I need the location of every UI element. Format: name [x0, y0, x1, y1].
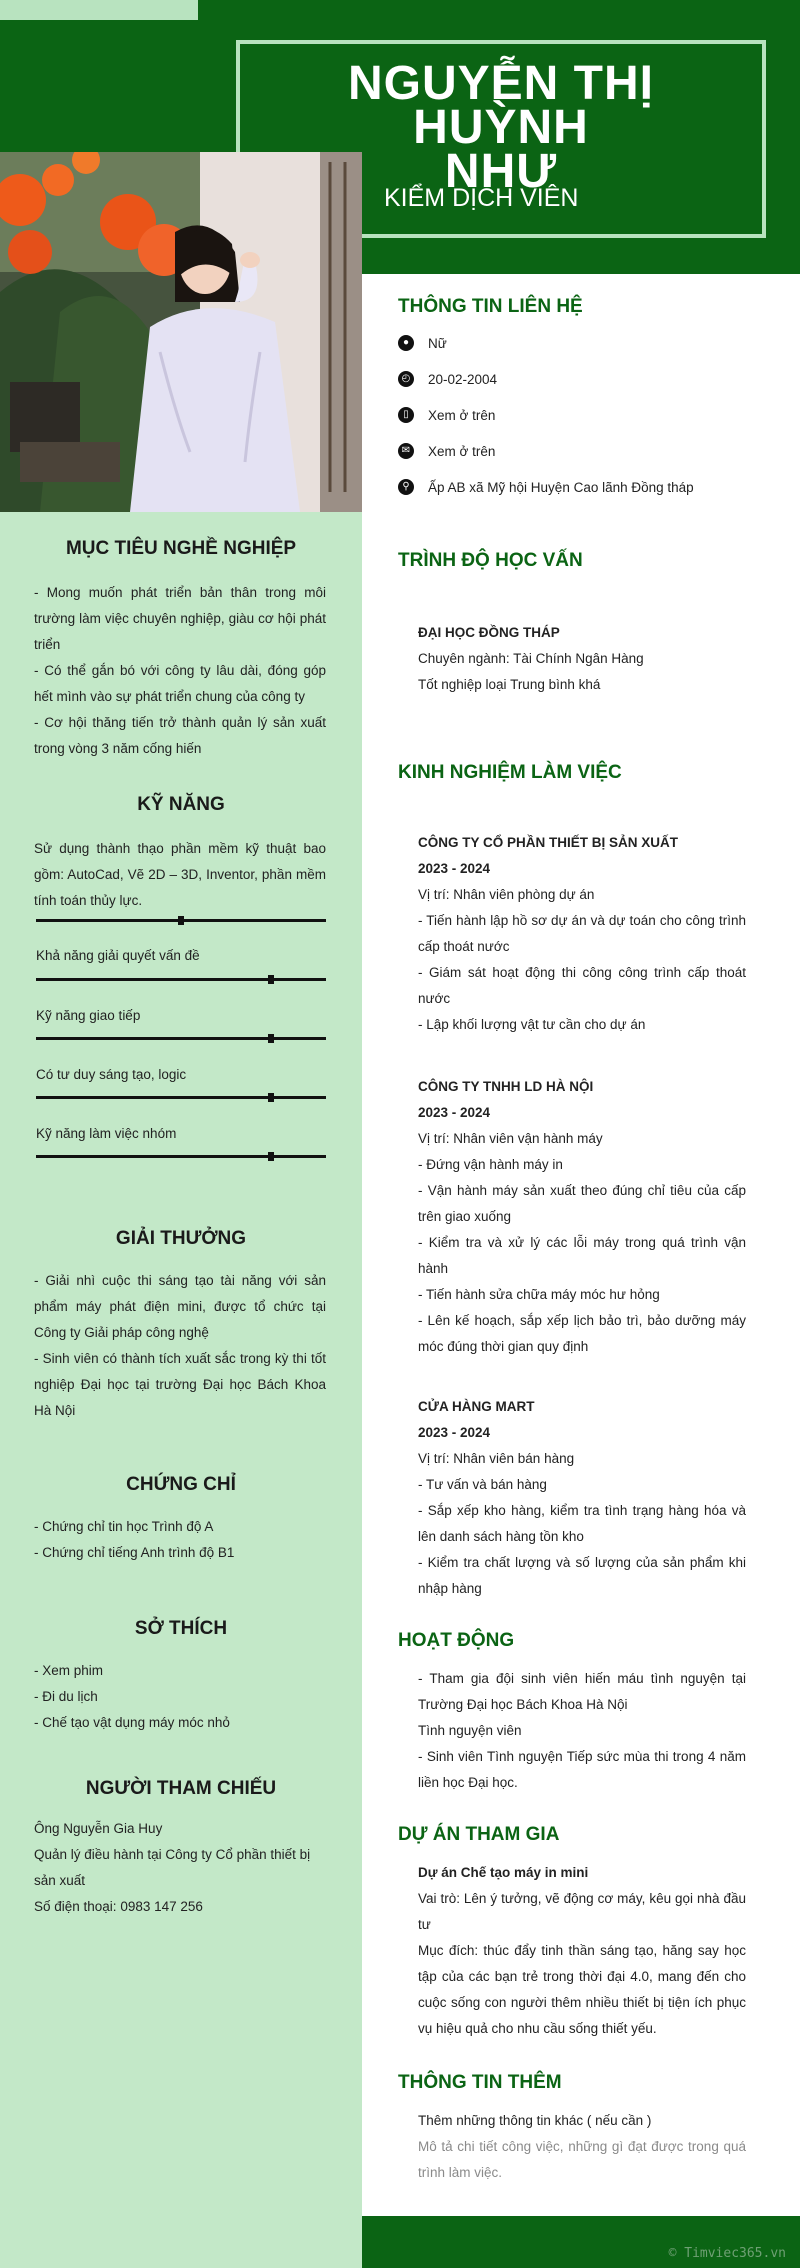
- skill-bar: [36, 1037, 326, 1040]
- contact-address: [398, 476, 694, 498]
- job-line: - Vận hành máy sản xuất theo đúng chỉ tiêu của cấp trên giao xuống: [418, 1183, 746, 1224]
- activities-heading: HOẠT ĐỘNG: [398, 1630, 515, 1651]
- education-school: ĐẠI HỌC ĐỒNG THÁP: [418, 625, 560, 640]
- contact-gender-value: Nữ: [428, 335, 447, 351]
- hobby-line: - Chế tạo vật dụng máy móc nhỏ: [34, 1715, 230, 1730]
- reference-line: Ông Nguyễn Gia Huy: [34, 1821, 163, 1836]
- award-line: - Sinh viên có thành tích xuất sắc trong kỳ thi tốt nghiệp Đại học tại trường Đại học Bách Khoa Hà Nội: [34, 1351, 326, 1418]
- skill-bar: [36, 1155, 326, 1158]
- certificate-line: - Chứng chỉ tiếng Anh trình độ B1: [34, 1545, 235, 1560]
- extra-heading: THÔNG TIN THÊM: [398, 2072, 562, 2093]
- contact-gender: [398, 332, 447, 354]
- skills-intro: Sử dụng thành thạo phần mềm kỹ thuật bao gồm: AutoCad, Vẽ 2D – 3D, Inventor, phần mềm tính toán thủy lực.: [34, 841, 326, 908]
- projects-heading: DỰ ÁN THAM GIA: [398, 1824, 560, 1845]
- skill-label: Kỹ năng làm việc nhóm: [36, 1126, 177, 1141]
- extra-block: [418, 2108, 746, 2186]
- skill-knob: [268, 1093, 274, 1102]
- job-company: CÔNG TY CỔ PHẦN THIẾT BỊ SẢN XUẤT: [418, 835, 679, 850]
- email-icon: ✉: [398, 443, 414, 459]
- award-line: - Giải nhì cuộc thi sáng tạo tài năng với sản phẩm máy phát điện mini, được tổ chức tại Công ty Giải pháp công nghệ: [34, 1273, 326, 1340]
- contact-email: [398, 440, 495, 462]
- job-company: CÔNG TY TNHH LD HÀ NỘI: [418, 1079, 594, 1094]
- experience-heading: KINH NGHIỆM LÀM VIỆC: [398, 762, 622, 783]
- job-company: CỬA HÀNG MART: [418, 1399, 535, 1414]
- skill-label: Kỹ năng giao tiếp: [36, 1008, 141, 1023]
- hobby-line: - Đi du lịch: [34, 1689, 98, 1704]
- skill-knob: [268, 975, 274, 984]
- profile-photo: [0, 152, 362, 512]
- objective-line: - Có thể gắn bó với công ty lâu dài, đóng góp hết mình vào sự phát triển chung của công ty: [34, 663, 326, 704]
- experience-job-3: [418, 1394, 746, 1602]
- contact-address-value: Ấp AB xã Mỹ hội Huyện Cao lãnh Đồng tháp: [428, 479, 694, 495]
- objective-text: [34, 580, 326, 762]
- job-line: - Sắp xếp kho hàng, kiểm tra tình trạng hàng hóa và lên danh sách hàng tồn kho: [418, 1503, 746, 1544]
- reference-line: Số điện thoại: 0983 147 256: [34, 1899, 203, 1914]
- hobby-line: - Xem phim: [34, 1663, 104, 1678]
- skill-knob: [268, 1034, 274, 1043]
- education-result: Tốt nghiệp loại Trung bình khá: [418, 677, 601, 692]
- skill-label: Có tư duy sáng tạo, logic: [36, 1067, 187, 1082]
- projects-block: [418, 1860, 746, 2042]
- profile-photo-illustration: [0, 152, 362, 512]
- contact-birthday-value: 20-02-2004: [428, 371, 498, 387]
- job-line: - Tiến hành lập hồ sơ dự án và dự toán cho công trình cấp thoát nước: [418, 913, 746, 954]
- certificates-heading: CHỨNG CHỈ: [126, 1474, 236, 1495]
- skill-bar: [36, 1096, 326, 1099]
- footer-bar: [362, 2216, 800, 2268]
- references-heading: NGƯỜI THAM CHIẾU: [85, 1778, 277, 1799]
- objective-line: - Mong muốn phát triển bản thân trong môi trường làm việc chuyên nghiệp, giàu cơ hội phát triển: [34, 585, 326, 652]
- certificates-text: [34, 1514, 326, 1566]
- activity-line: Tình nguyện viên: [418, 1723, 522, 1738]
- job-line: - Tư vấn và bán hàng: [418, 1477, 547, 1492]
- clock-icon: ◴: [398, 371, 414, 387]
- hobbies-text: [34, 1658, 326, 1736]
- experience-job-1: [418, 830, 746, 1038]
- objective-line: - Cơ hội thăng tiến trở thành quản lý sản xuất trong vòng 3 năm cống hiến: [34, 715, 326, 756]
- experience-job-2: [418, 1074, 746, 1360]
- job-line: - Kiểm tra và xử lý các lỗi máy trong quá trình vận hành: [418, 1235, 746, 1276]
- reference-line: Quản lý điều hành tại Công ty Cổ phần thiết bị sản xuất: [34, 1847, 311, 1888]
- awards-heading: GIẢI THƯỞNG: [115, 1228, 247, 1249]
- job-line: Vị trí: Nhân viên phòng dự án: [418, 887, 595, 902]
- education-heading: TRÌNH ĐỘ HỌC VẤN: [398, 550, 583, 571]
- candidate-name: NGUYỄN THỊ HUỲNH NHƯ: [347, 57, 654, 198]
- project-role: Vai trò: Lên ý tưởng, vẽ động cơ máy, kêu gọi nhà đầu tư: [418, 1891, 746, 1932]
- contact-phone-value: Xem ở trên: [428, 407, 496, 423]
- header-accent-bar: [0, 0, 198, 20]
- job-line: - Kiểm tra chất lượng và số lượng của sản phẩm khi nhập hàng: [418, 1555, 746, 1596]
- footer-watermark: © Timviec365.vn: [668, 2246, 786, 2261]
- skill-bar-software: [36, 919, 326, 922]
- phone-icon: ▯: [398, 407, 414, 423]
- contact-phone: [398, 404, 495, 426]
- job-line: - Đứng vận hành máy in: [418, 1157, 563, 1172]
- job-line: - Lên kế hoạch, sắp xếp lịch bảo trì, bảo dưỡng máy móc đúng thời gian quy định: [418, 1313, 746, 1354]
- job-line: Vị trí: Nhân viên vận hành máy: [418, 1131, 603, 1146]
- job-title: KIỂM DỊCH VIÊN: [384, 184, 579, 212]
- job-period: 2023 - 2024: [418, 1105, 491, 1120]
- project-name: Dự án Chế tạo máy in mini: [418, 1865, 589, 1880]
- skill-label: Khả năng giải quyết vấn đề: [36, 948, 200, 963]
- skill-bar: [36, 978, 326, 981]
- skill-knob: [268, 1152, 274, 1161]
- education-major: Chuyên ngành: Tài Chính Ngân Hàng: [418, 651, 644, 666]
- objective-heading: MỤC TIÊU NGHỀ NGHIỆP: [65, 538, 297, 559]
- job-period: 2023 - 2024: [418, 1425, 491, 1440]
- skill-knob: [178, 916, 184, 925]
- extra-line: Thêm những thông tin khác ( nếu cần ): [418, 2113, 652, 2128]
- hobbies-heading: SỞ THÍCH: [134, 1618, 228, 1639]
- awards-text: [34, 1268, 326, 1424]
- education-block: [418, 620, 746, 698]
- job-period: 2023 - 2024: [418, 861, 491, 876]
- contact-heading: THÔNG TIN LIÊN HỆ: [398, 296, 583, 317]
- project-goal: Mục đích: thúc đẩy tinh thần sáng tạo, hăng say học tập của các bạn trẻ trong thời đại 4.0, mang đến cho cuộc sống con người thêm nhiều thiết bị tiện ích phục vụ hiệu quả cho nhu cầu sống thiết yếu.: [418, 1943, 746, 2036]
- activity-line: - Sinh viên Tình nguyện Tiếp sức mùa thi trong 4 năm liền học Đại học.: [418, 1749, 746, 1790]
- activities-block: [418, 1666, 746, 1796]
- contact-birthday: [398, 368, 497, 390]
- certificate-line: - Chứng chỉ tin học Trình độ A: [34, 1519, 214, 1534]
- job-line: - Lập khối lượng vật tư cần cho dự án: [418, 1017, 646, 1032]
- references-text: [34, 1816, 326, 1920]
- location-icon: ⚲: [398, 479, 414, 495]
- job-line: - Giám sát hoạt động thi công công trình cấp thoát nước: [418, 965, 746, 1006]
- extra-hint: Mô tả chi tiết công việc, những gì đạt được trong quá trình làm việc.: [418, 2139, 746, 2180]
- activity-line: - Tham gia đội sinh viên hiến máu tình nguyện tại Trường Đại học Bách Khoa Hà Nội: [418, 1671, 746, 1712]
- job-line: - Tiến hành sửa chữa máy móc hư hỏng: [418, 1287, 660, 1302]
- job-line: Vị trí: Nhân viên bán hàng: [418, 1451, 575, 1466]
- contact-email-value: Xem ở trên: [428, 443, 496, 459]
- skills-heading: KỸ NĂNG: [137, 794, 225, 815]
- user-icon: ●: [398, 335, 414, 351]
